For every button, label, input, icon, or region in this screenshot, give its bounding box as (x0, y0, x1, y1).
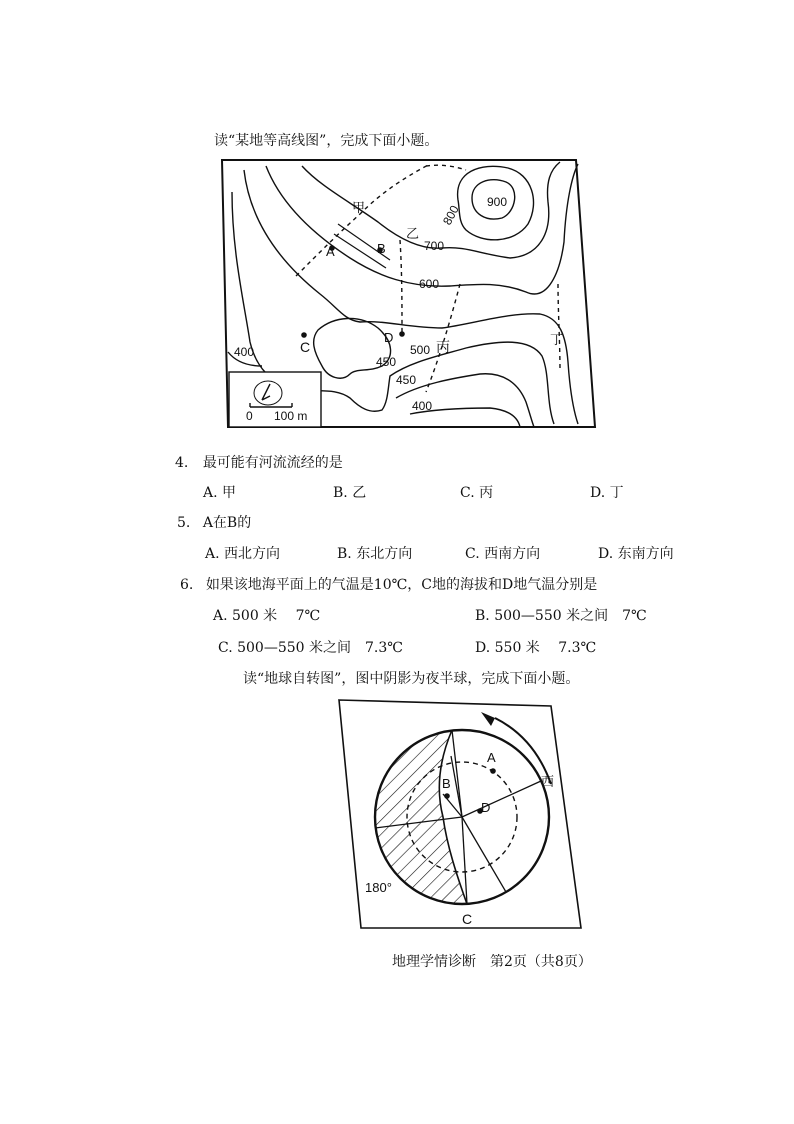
dashed-jia (296, 164, 430, 276)
meridian-2 (462, 781, 541, 817)
contour-600 (266, 164, 578, 294)
label-d: D (384, 330, 394, 345)
contour-label-900: 900 (487, 195, 508, 209)
q6-option-b: B. 500—550 米之间 7℃ (475, 608, 647, 624)
q4-option-d: D. 丁 (590, 485, 624, 501)
meridian-3 (462, 817, 506, 892)
label-jia: 甲 (352, 200, 366, 215)
question-stem: A在B的 (202, 515, 252, 531)
section2-intro: 读“地球自转图”，图中阴影为夜半球，完成下面小题。 (243, 671, 580, 687)
q4-option-a: A. 甲 (203, 485, 237, 501)
question-stem: 如果该地海平面上的气温是10℃，C地的海拔和D地气温分别是 (205, 577, 598, 593)
question-4 (175, 452, 343, 472)
question-number: 4. (175, 455, 189, 471)
question-stem: 最可能有河流流经的是 (202, 455, 343, 471)
contour-label-600: 600 (419, 277, 440, 291)
q6-option-d: D. 550 米 7.3℃ (475, 640, 597, 656)
globe-label-a: A (487, 750, 496, 765)
contour-label-700: 700 (424, 239, 445, 253)
contour-map (210, 152, 605, 437)
section1-intro: 读“某地等高线图”，完成下面小题。 (214, 133, 439, 149)
globe-point-a (490, 768, 496, 774)
label-bing: 丙 (436, 339, 450, 355)
dashed-yi (400, 240, 402, 334)
question-6 (180, 574, 597, 594)
label-c: C (300, 339, 311, 355)
page-footer: 地理学情诊断 第2页（共8页） (392, 954, 592, 970)
point-d (399, 331, 405, 337)
q5-option-b: B. 东北方向 (337, 546, 413, 562)
point-c (301, 332, 307, 338)
contour-label-800: 800 (440, 203, 462, 228)
globe-label-d: D (481, 800, 491, 815)
contour-label-400-left: 400 (234, 345, 255, 359)
label-yi: 乙 (406, 226, 420, 241)
night-hemisphere (365, 730, 467, 904)
contour-label-450: 450 (376, 355, 397, 369)
dashed-bing (426, 284, 460, 392)
question-number: 5. (177, 515, 191, 531)
q5-option-d: D. 东南方向 (598, 546, 674, 562)
q4-option-c: C. 丙 (460, 485, 494, 501)
scale-value: 100 m (274, 409, 308, 423)
q5-option-a: A. 西北方向 (205, 546, 281, 562)
q6-option-c: C. 500—550 米之间 7.3℃ (218, 640, 403, 656)
longitude-label: 180° (365, 880, 392, 895)
earth-rotation-diagram (335, 696, 585, 936)
label-ding: 丁 (550, 332, 564, 347)
question-5 (177, 512, 251, 532)
rotation-arrow-icon (481, 712, 495, 726)
scale-zero: 0 (246, 409, 253, 423)
q5-option-c: C. 西南方向 (465, 546, 541, 562)
dashed-ring (426, 165, 466, 170)
contour-label-500: 500 (410, 343, 431, 357)
contour-label-450b: 450 (396, 373, 417, 387)
label-a: A (326, 244, 335, 259)
label-b: B (377, 241, 386, 256)
globe-label-c: C (462, 911, 473, 927)
q6-option-a: A. 500 米 7℃ (213, 608, 321, 624)
globe-label-b: B (442, 776, 451, 791)
west-mark: 西 (541, 774, 555, 789)
contour-label-400: 400 (412, 399, 433, 413)
q4-option-b: B. 乙 (333, 485, 367, 501)
contour-450 (314, 318, 394, 378)
globe-point-b (444, 793, 450, 799)
question-number: 6. (180, 577, 194, 593)
